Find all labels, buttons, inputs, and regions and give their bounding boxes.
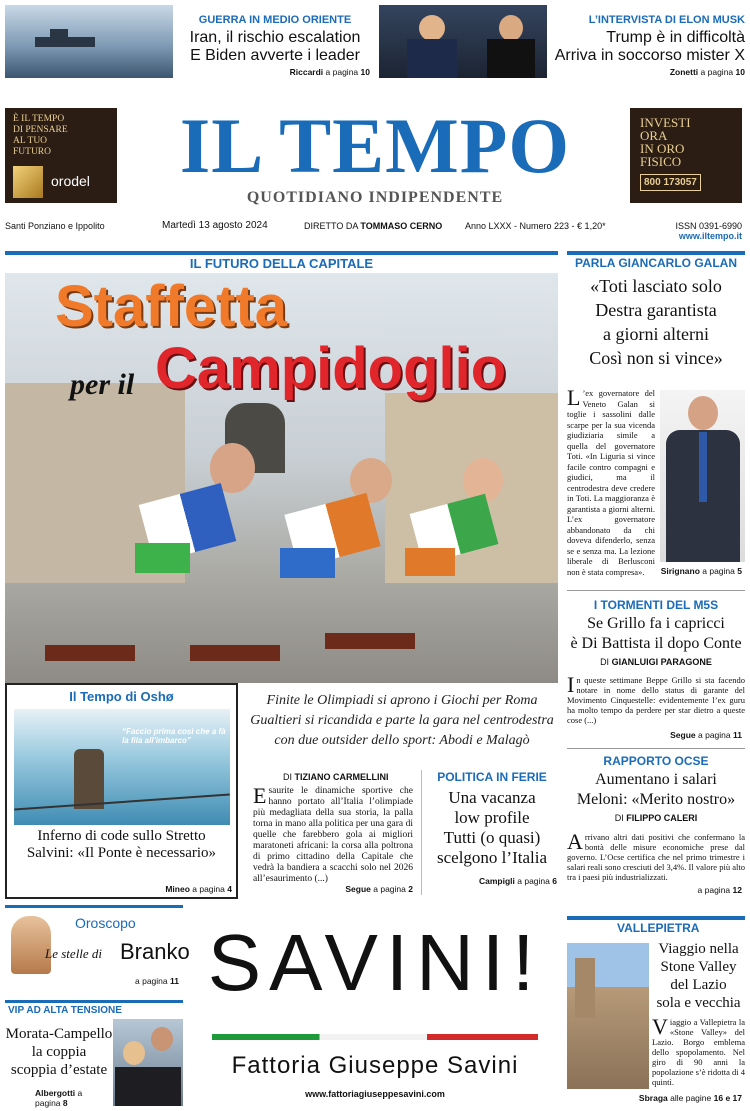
- headline-line: low profile: [454, 808, 530, 827]
- osho-box[interactable]: [5, 683, 238, 899]
- ad-text: AL TUO: [13, 136, 48, 146]
- byline-prefix: DI: [600, 657, 610, 667]
- headline-line: Una vacanza: [448, 788, 536, 807]
- cartoon-bubble: “Faccio prima così che a fà la fila all’imbarco”: [122, 727, 226, 745]
- runner-shorts: [135, 543, 190, 573]
- starting-block: [190, 645, 280, 661]
- headline-line: è Di Battista il dopo Conte: [570, 635, 742, 652]
- lead-title-2: Campidoglio: [155, 336, 507, 401]
- follow-label: Segue: [670, 730, 696, 740]
- ad-text: IN ORO: [640, 141, 685, 156]
- starting-block: [325, 633, 415, 649]
- page-number: 16 e 17: [713, 1093, 742, 1103]
- byline-prefix: DI: [283, 772, 292, 782]
- vallepietra-photo: [567, 943, 649, 1089]
- headline-line: Iran, il rischio escalation: [189, 29, 361, 46]
- page-number: 2: [408, 884, 413, 894]
- drop-cap: L: [567, 385, 581, 410]
- director-label: DIRETTO DA: [304, 221, 358, 231]
- byline: GIANLUIGI PARAGONE: [611, 657, 712, 667]
- issue-info: Anno LXXX - Numero 223 - € 1,20*: [465, 221, 606, 231]
- savini-sub: Fattoria Giuseppe Savini: [231, 1052, 519, 1079]
- lead-title-small: per il: [70, 368, 135, 401]
- headline-line: Morata-Campello: [5, 1026, 113, 1042]
- follow-label: Segue: [345, 884, 371, 894]
- byline: TIZIANO CARMELLINI: [294, 772, 389, 782]
- oroscopo-name: Branko: [120, 939, 190, 964]
- ad-phone: 800 173057: [640, 174, 701, 191]
- politica-story[interactable]: [427, 770, 557, 886]
- m5s-body-text: n queste settimane Beppe Grillo si sta facendo notare in nome dello status di garante del Movimento Cinquestelle: evidentemente l’ex guru ha molto tempo da perdere per star dietro a queste cose (...): [567, 675, 745, 725]
- face: [123, 1041, 145, 1065]
- kicker: RAPPORTO OCSE: [603, 754, 709, 768]
- divider: [421, 770, 422, 895]
- warship-photo: [5, 5, 173, 78]
- branko-photo: [11, 916, 51, 974]
- lead-illustration[interactable]: [5, 273, 558, 683]
- ref: alle pagine: [670, 1093, 712, 1103]
- ad-text: È IL TEMPO: [13, 114, 65, 124]
- ref: a pagina: [35, 1088, 83, 1108]
- headline-line: sola e vecchia: [656, 995, 741, 1011]
- runner-shorts: [280, 548, 335, 578]
- website-link[interactable]: www.iltempo.it: [678, 231, 742, 241]
- page-number: 5: [737, 566, 742, 576]
- ad-orodel[interactable]: [5, 108, 117, 203]
- vallepietra-kicker: VALLEPIETRA: [617, 921, 700, 935]
- vip-story[interactable]: [5, 1005, 183, 1106]
- clothes: [115, 1067, 181, 1106]
- page-number: 10: [735, 67, 745, 77]
- m5s-body: [567, 672, 745, 725]
- runner-shorts: [405, 548, 455, 576]
- divider: [567, 251, 745, 255]
- vip-photo: [113, 1019, 183, 1106]
- galan-photo: [660, 390, 745, 562]
- lead-summary: Finite le Olimpiadi si aprono i Giochi per Roma Gualtieri si ricandida e parte la gara nel centrodestra con due outsider dello sport: Abodi e Malagò: [250, 693, 554, 748]
- ad-text: ORA: [640, 128, 668, 143]
- lead-kicker: IL FUTURO DELLA CAPITALE: [189, 256, 374, 271]
- divider: [567, 748, 745, 749]
- newspaper-title[interactable]: IL TEMPO: [179, 102, 571, 189]
- headline-line: Meloni: «Merito nostro»: [576, 791, 736, 808]
- divider: [5, 905, 183, 908]
- kicker: VIP AD ALTA TENSIONE: [8, 1005, 122, 1016]
- author: Sbraga: [638, 1093, 668, 1103]
- oroscopo-pre: Le stelle di: [45, 946, 103, 961]
- headline-line: Arriva in soccorso mister X: [554, 47, 745, 64]
- ref: a pagina: [702, 566, 735, 576]
- ad-text: FISICO: [640, 154, 682, 169]
- galan-story[interactable]: [567, 256, 745, 370]
- top-left-story[interactable]: [180, 14, 370, 77]
- headline-line: Viaggio nella: [658, 941, 739, 957]
- kicker: PARLA GIANCARLO GALAN: [575, 256, 737, 270]
- lead-title-1: Staffetta: [55, 274, 288, 339]
- drop-cap: V: [652, 1014, 668, 1039]
- ref: a pagina: [698, 730, 731, 740]
- tie: [699, 432, 707, 502]
- kicker: L’INTERVISTA DI ELON MUSK: [588, 14, 745, 26]
- page-number: 8: [62, 1098, 68, 1108]
- headline-line: Inferno di code sullo Stretto: [37, 828, 206, 844]
- newspaper-subtitle: QUOTIDIANO INDIPENDENTE: [246, 189, 504, 206]
- ref: a pagina: [517, 876, 550, 886]
- drop-cap: E: [253, 783, 267, 808]
- issn: ISSN 0391-6990: [675, 221, 742, 231]
- ocse-story[interactable]: [567, 754, 745, 823]
- vallepietra-body-text: iaggio a Vallepietra la «Stone Valley» del Lazio. Borgo emblema dello spopolamento. Nel giro di 90 anni la popolazione s’è ridotta di 4 quintì.: [652, 1017, 746, 1087]
- divider: [5, 251, 558, 255]
- ref: a pagina: [697, 885, 731, 895]
- headline-line: Aumentano i salari: [595, 771, 717, 788]
- headline-line: scoppia d’estate: [10, 1062, 108, 1078]
- divider: [567, 590, 745, 591]
- osho-headline: [7, 828, 236, 862]
- tightrope: [14, 793, 230, 810]
- tower: [575, 958, 595, 1018]
- face: [151, 1027, 173, 1051]
- headline-line: Stone Valley: [660, 959, 737, 975]
- author: Zonetti: [669, 67, 699, 77]
- headline-line: scelgono l’Italia: [437, 848, 547, 867]
- headline-line: del Lazio: [670, 977, 727, 993]
- page-number: 11: [733, 730, 742, 740]
- headline-line: la coppia: [31, 1044, 87, 1060]
- byline: FILIPPO CALERI: [626, 813, 698, 823]
- savini-brand: SAVINI!: [207, 918, 543, 1007]
- face: [688, 396, 718, 430]
- cartoon-figure: [74, 749, 104, 809]
- author: Sirignano: [660, 566, 700, 576]
- headline-line: E Biden avverte i leader: [190, 47, 360, 64]
- headline-line: a giorni alterni: [603, 324, 709, 344]
- headline-line: «Toti lasciato solo: [590, 276, 722, 296]
- gold-bar-icon: [13, 166, 43, 198]
- starting-block: [45, 645, 135, 661]
- ref: a pagina: [192, 884, 225, 894]
- headline-line: Tutti (o quasi): [443, 828, 541, 847]
- ad-brand: orodel: [51, 173, 90, 189]
- lead-body: [253, 783, 413, 885]
- ad-text: INVESTI: [640, 115, 691, 130]
- trump-musk-photo: [379, 5, 547, 78]
- kicker: GUERRA IN MEDIO ORIENTE: [198, 14, 352, 26]
- page-number: 10: [360, 67, 370, 77]
- author: Mineo: [165, 884, 190, 894]
- author: Albergotti: [35, 1088, 76, 1098]
- author: Campigli: [478, 876, 515, 886]
- saints: Santi Ponziano e Ippolito: [5, 221, 105, 231]
- galan-body: [567, 385, 655, 577]
- divider: [567, 916, 745, 920]
- page-number: 12: [732, 885, 742, 895]
- kicker: I TORMENTI DEL M5S: [593, 598, 719, 612]
- ad-text: DI PENSARE: [13, 125, 68, 135]
- director: TOMMASO CERNO: [360, 221, 443, 231]
- lead-body-text: saurite le dinamiche sportive che hanno portato all’Italia l’olimpiade più medagliata della sua storia, la palla torna in mano alla politica per una gara di quelle che farebbero gola ai migliori maratoneti africani: la corsa alla poltrona di primo cittadino della Capitale che vedrà la bandiera a scacchi solo nel 2026 all’esaurimento (...): [253, 786, 413, 884]
- ocse-body-text: rrivano altri dati positivi che confermano la bontà delle misure economiche prese dal governo. L’Ocse certifica che nel primo trimestre i salari reali sono cresciuti del 3,4%. Il valore più alto tra i paesi più industrializzati.: [567, 832, 745, 882]
- headline-line: Così non si vince»: [589, 348, 723, 368]
- oroscopo-box[interactable]: [5, 912, 190, 990]
- savini-url[interactable]: www.fattoriagiuseppesavini.com: [305, 1089, 445, 1099]
- kicker: POLITICA IN FERIE: [437, 770, 547, 784]
- ocse-body: [567, 829, 745, 882]
- date: Martedì 13 agosto 2024: [162, 220, 268, 231]
- headline-line: Salvini: «Il Ponte è necessario»: [26, 845, 217, 861]
- divider: [5, 1000, 183, 1003]
- author: Riccardi: [289, 67, 324, 77]
- page-number: 6: [552, 876, 557, 886]
- page-number: 11: [170, 976, 179, 986]
- vallepietra-story[interactable]: [652, 940, 745, 1012]
- headline-line: Destra garantista: [595, 300, 717, 320]
- ref: a pagina: [700, 67, 734, 77]
- ref: a pagina: [135, 976, 168, 986]
- osho-cartoon: [14, 709, 230, 825]
- ref: a pagina: [373, 884, 406, 894]
- italian-flag-stripe: [212, 1034, 538, 1040]
- top-right-story[interactable]: [553, 14, 745, 77]
- ad-gold[interactable]: [630, 108, 742, 203]
- drop-cap: A: [567, 829, 583, 854]
- ad-text: FUTURO: [13, 147, 52, 157]
- oroscopo-kicker: Oroscopo: [75, 915, 136, 931]
- vallepietra-body: [652, 1014, 746, 1087]
- osho-title: Il Tempo di Oshø: [69, 689, 174, 704]
- galan-body-text: ’ex governatore del Veneto Galan si toglie i sassolini dalle scarpe per la sua vicenda giudiziaria simile a quella del governatore Toti. «In Liguria si vince facile contro compagni e giudici, ma il centrodestra deve credere in Toti. La maggioranza è garantista a giorni alterni. L’ex governatore abbandonato da chi doveva difenderlo, senza se e senza ma. La lezione liberale di Berlusconi non è stata compresa».: [567, 388, 655, 577]
- page-number: 4: [227, 884, 232, 894]
- drop-cap: I: [567, 672, 575, 697]
- byline-prefix: DI: [614, 813, 624, 823]
- m5s-story[interactable]: [567, 598, 745, 667]
- ref: a pagina: [325, 67, 359, 77]
- headline-line: Se Grillo fa i capricci: [587, 615, 725, 632]
- savini-ad[interactable]: [192, 912, 558, 1106]
- headline-line: Trump è in difficoltà: [606, 29, 745, 46]
